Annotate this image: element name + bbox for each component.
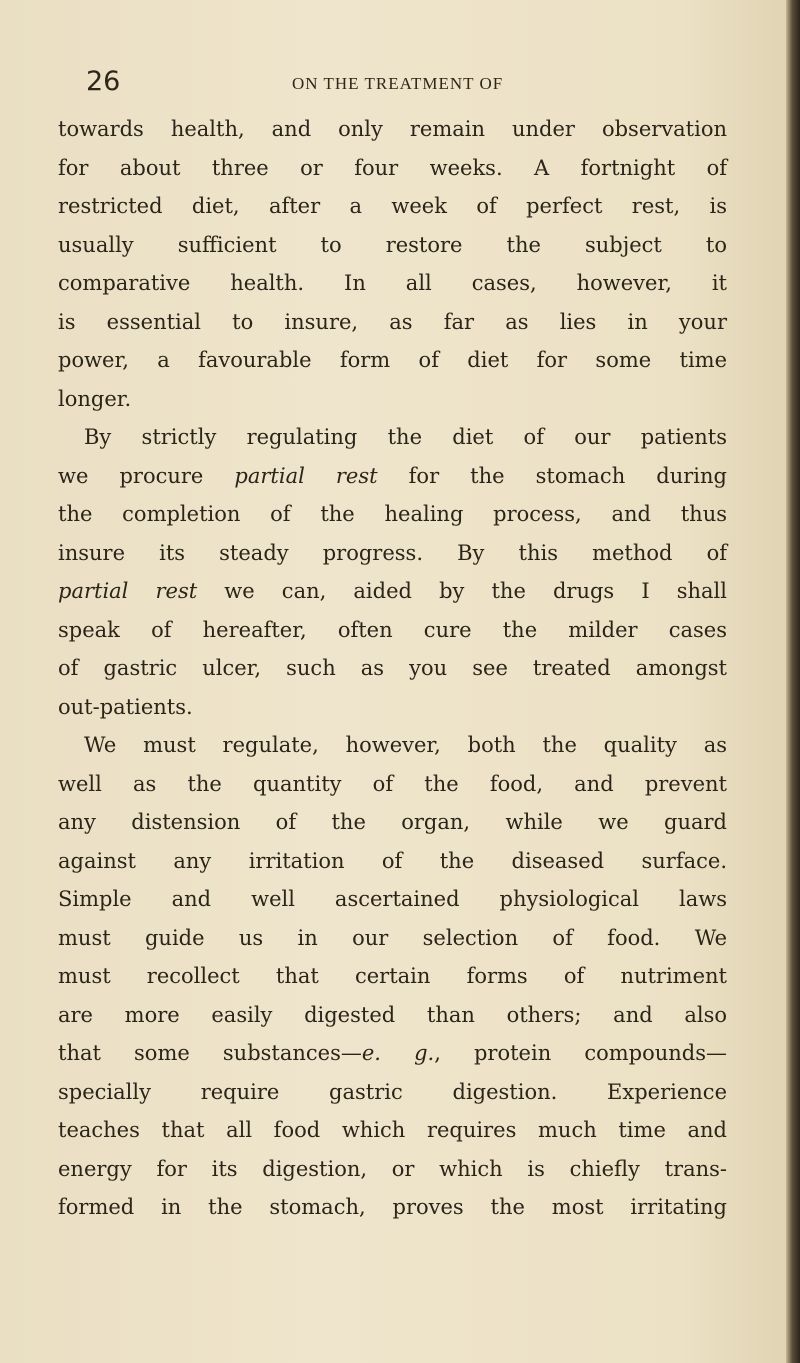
text-line: speak of hereafter, often cure the milder cases bbox=[58, 617, 727, 642]
text-run: we can, aided by the drugs I shall bbox=[197, 579, 727, 603]
text-line: teaches that all food which requires much time and bbox=[58, 1118, 727, 1142]
page-number: 26 bbox=[86, 66, 121, 97]
text-line: formed in the stomach, proves the most irritating bbox=[58, 1195, 727, 1219]
text-line: of gastric ulcer, such as you see treated amongst bbox=[58, 656, 727, 680]
text-line bbox=[58, 457, 727, 496]
text-line: must guide us in our selection of food. We bbox=[58, 925, 727, 950]
text-line: towards health, and only remain under observation bbox=[58, 117, 727, 141]
text-line: longer. bbox=[58, 386, 132, 411]
italic-phrase: e. g. bbox=[361, 1041, 435, 1065]
text-line: specially require gastric digestion. Experience bbox=[58, 1079, 727, 1104]
body-text bbox=[58, 110, 727, 1227]
italic-phrase: partial rest bbox=[234, 463, 378, 488]
page-edge-shadow bbox=[786, 0, 800, 1363]
text-line: must recollect that certain forms of nutriment bbox=[58, 964, 727, 988]
text-line: restricted diet, after a week of perfect rest, is bbox=[58, 194, 727, 218]
running-head: ON THE TREATMENT OF bbox=[292, 74, 504, 93]
text-line: any distension of the organ, while we guard bbox=[58, 810, 727, 834]
italic-phrase: partial rest bbox=[58, 579, 198, 603]
text-line: out-patients. bbox=[58, 694, 193, 719]
text-line: usually sufficient to restore the subject to bbox=[58, 232, 727, 257]
text-line: are more easily digested than others; and also bbox=[58, 1002, 727, 1027]
text-line: Simple and well ascertained physiological laws bbox=[58, 887, 727, 911]
text-line: By strictly regulating the diet of our patients bbox=[84, 425, 727, 449]
text-line: well as the quantity of the food, and prevent bbox=[58, 771, 727, 796]
page-header bbox=[86, 66, 726, 106]
text-run: we procure bbox=[58, 463, 235, 488]
text-line bbox=[58, 1034, 727, 1073]
text-line: power, a favourable form of diet for some time bbox=[58, 348, 727, 372]
text-run: that some substances— bbox=[58, 1041, 362, 1065]
text-run: for the stomach during bbox=[377, 463, 727, 488]
text-line: for about three or four weeks. A fortnight of bbox=[58, 155, 727, 180]
text-line: is essential to insure, as far as lies in your bbox=[58, 309, 727, 334]
text-line: insure its steady progress. By this method of bbox=[58, 540, 727, 565]
text-run: , protein compounds— bbox=[434, 1041, 727, 1065]
text-line: energy for its digestion, or which is chiefly trans- bbox=[58, 1156, 727, 1181]
text-line: We must regulate, however, both the quality as bbox=[84, 733, 727, 757]
text-line: comparative health. In all cases, however, it bbox=[58, 271, 727, 295]
text-line: the completion of the healing process, and thus bbox=[58, 502, 727, 526]
text-line bbox=[58, 572, 727, 611]
text-line: against any irritation of the diseased surface. bbox=[58, 848, 727, 873]
